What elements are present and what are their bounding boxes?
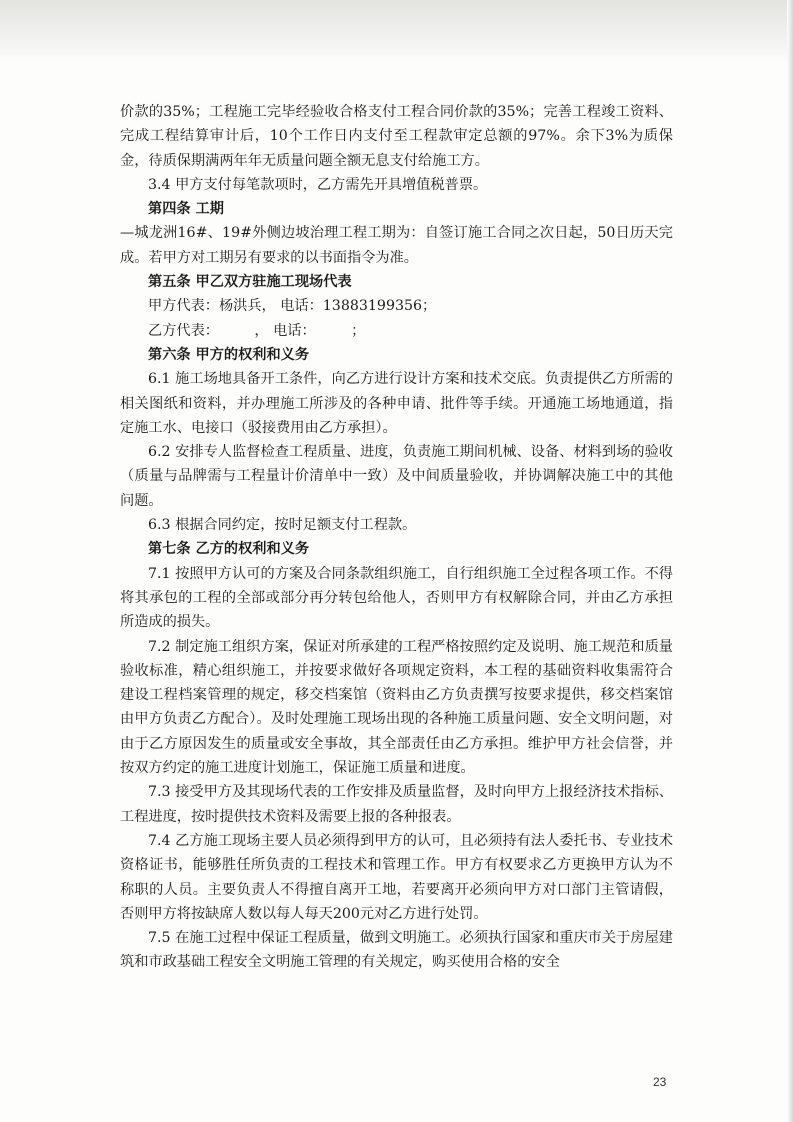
paragraph: —城龙洲16#、19#外侧边坡治理工程工期为：自签订施工合同之次日起，50日历天完成。若甲方对工期另有要求的以书面指令为准。 (120, 225, 673, 266)
paragraph: 价款的35%；工程施工完毕经验收合格支付工程合同价款的35%；完善工程竣工资料、完成工程结算审计后，10个工作日内支付至工程款审定总额的97%。余下3%为质保金，待质保期满两年年无质量问题全额无息支付给施工方。 (120, 104, 673, 169)
paragraph: 6.3 根据合同约定，按时足额支付工程款。 (148, 517, 417, 534)
paragraph: 6.2 安排专人监督检查工程质量、进度，负责施工期间机械、设备、材料到场的验收（质量与品牌需与工程量计价清单中一致）及中间质量验收，并协调解决施工中的其他问题。 (120, 444, 673, 509)
paragraph: 甲方代表：杨洪兵， 电话：13883199356； (148, 298, 437, 315)
page-number: 23 (653, 1075, 667, 1089)
paragraph: 6.1 施工场地具备开工条件，向乙方进行设计方案和技术交底。负责提供乙方所需的相关图纸和资料，并办理施工所涉及的各种申请、批件等手续。开通施工场地通道，指定施工水、电接口（驳接费用由乙方承担）。 (120, 371, 673, 436)
paragraph: 7.2 制定施工组织方案，保证对所承建的工程严格按照约定及说明、施工规范和质量验收标准，精心组织施工，并按要求做好各项规定资料，本工程的基础资料收集需符合建设工程档案管理的规定，移交档案馆（资料由乙方负责撰写按要求提供，移交档案馆由甲方负责乙方配合）。及时处理施工现场出现的各种施工质量问题、安全文明问题，对由于乙方原因发生的质量或安全事故，其全部责任由乙方承担。维护甲方社会信誉，并按双方约定的施工进度计划施工，保证施工质量和进度。 (120, 638, 673, 777)
scan-shadow-right (787, 0, 793, 1122)
paragraph: 7.3 接受甲方及其现场代表的工作安排及质量监督，及时向甲方上报经济技术指标、工程进度，按时提供技术资料及需要上报的各种报表。 (120, 784, 673, 825)
section-heading: 第七条 乙方的权利和义务 (148, 541, 310, 558)
section-heading: 第六条 甲方的权利和义务 (148, 346, 310, 363)
section-heading: 第四条 工期 (148, 201, 224, 218)
paragraph: 7.4 乙方施工现场主要人员必须得到甲方的认可，且必须持有法人委托书、专业技术资格证书，能够胜任所负责的工程技术和管理工作。甲方有权要求乙方更换甲方认为不称职的人员。主要负责人不得擅自离开工地，若要离开必须向甲方对口部门主管请假，否则甲方将按缺席人数以每人每天200元对乙方进行处罚。 (120, 832, 673, 922)
paragraph: 7.1 按照甲方认可的方案及合同条款组织施工，自行组织施工全过程各项工作。不得将其承包的工程的全部或部分再分转包给他人，否则甲方有权解除合同，并由乙方承担所造成的损失。 (120, 565, 673, 631)
contract-body-text (120, 100, 673, 975)
section-heading: 第五条 甲乙双方驻施工现场代表 (148, 274, 352, 291)
paragraph: 3.4 甲方支付每笔款项时，乙方需先开具增值税普票。 (148, 176, 488, 193)
paragraph: 7.5 在施工过程中保证工程质量，做到文明施工。必须执行国家和重庆市关于房屋建筑和市政基础工程安全文明施工管理的有关规定，购买使用合格的安全 (120, 930, 673, 971)
scan-shadow-top (0, 0, 793, 62)
paragraph: 乙方代表： ， 电话： ； (148, 322, 366, 339)
